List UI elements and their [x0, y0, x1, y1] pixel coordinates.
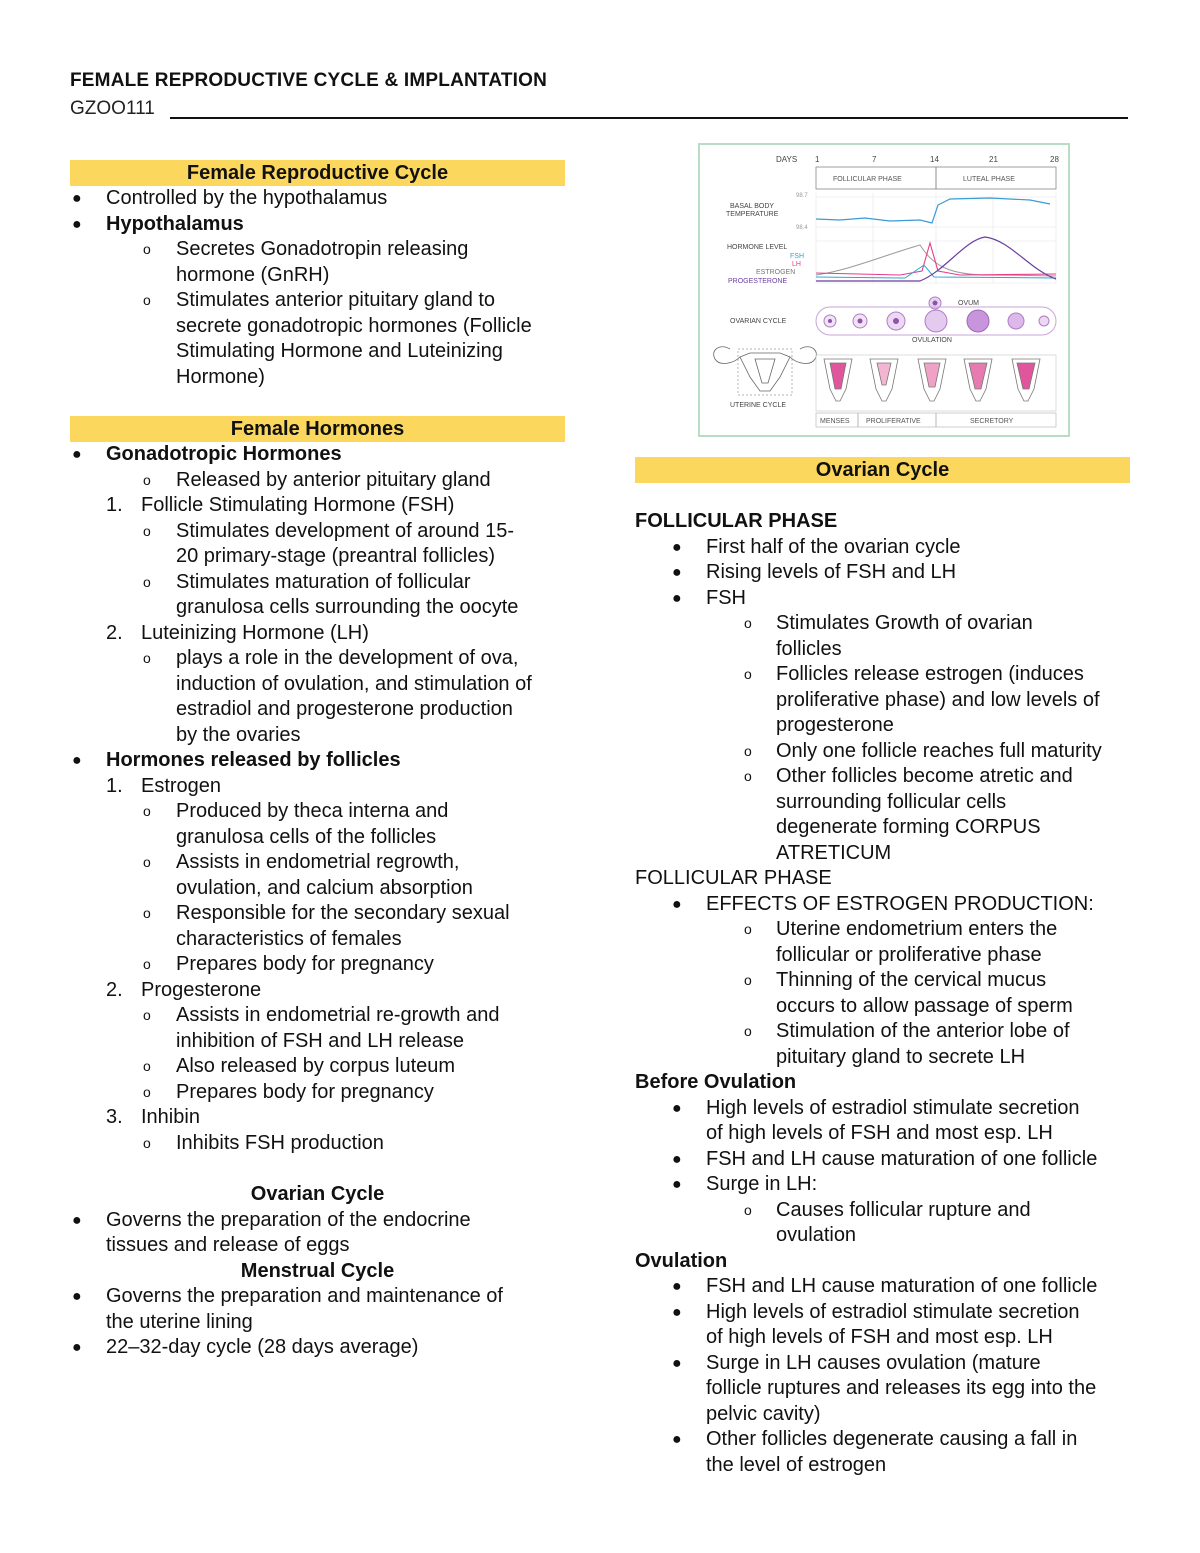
ovulation-label: OVULATION: [912, 337, 952, 344]
bullet-icon: ●: [672, 1431, 682, 1448]
temp-tick-label: 98.4: [796, 225, 808, 231]
bullet-icon: ●: [672, 895, 682, 913]
bullet-item: ● FSH and LH cause maturation of one follicle: [635, 1274, 1130, 1300]
bullet-icon: ●: [672, 1354, 682, 1372]
circle-bullet-icon: o: [143, 573, 151, 590]
bullet-item: ● Hormones released by follicles: [70, 748, 565, 774]
sub-bullet-item: o Released by anterior pituitary gland: [70, 468, 565, 494]
sub-bullet-item: o Stimulation of the anterior lobe of: [635, 1019, 1130, 1045]
lh-legend: LH: [792, 261, 801, 268]
fsh-legend: FSH: [790, 253, 804, 260]
circle-bullet-icon: o: [143, 1134, 151, 1151]
sub-bullet-item: o Causes follicular rupture and: [635, 1198, 1130, 1224]
bullet-icon: ●: [672, 1150, 682, 1168]
circle-bullet-icon: o: [143, 1007, 151, 1023]
secretory-label: SECRETORY: [970, 418, 1014, 425]
numbered-item: 2. Luteinizing Hormone (LH): [106, 621, 369, 644]
circle-bullet-icon: o: [143, 854, 151, 870]
menstrual-cycle-diagram: [698, 143, 1070, 437]
sub-bullet-item: o Prepares body for pregnancy: [70, 1080, 565, 1106]
circle-bullet-icon: o: [143, 956, 151, 972]
temperature-line: [816, 198, 1050, 223]
temp-tick-label: 98.7: [796, 193, 808, 199]
bullet-icon: ●: [672, 1303, 682, 1321]
bullet-item: ● 22–32-day cycle (28 days average): [70, 1335, 565, 1361]
bullet-item: ● FSH: [635, 586, 1130, 612]
bullet-item: ● Surge in LH:: [635, 1172, 1130, 1198]
bullet-icon: ●: [72, 752, 82, 769]
ovulation-heading: Ovulation: [635, 1249, 728, 1272]
circle-bullet-icon: o: [143, 650, 151, 666]
bullet-icon: ●: [72, 215, 82, 233]
sub-bullet-item: o Inhibits FSH production: [70, 1131, 565, 1157]
bullet-icon: ●: [672, 589, 682, 607]
sub-bullet-item: o Also released by corpus luteum: [70, 1054, 565, 1080]
bullet-item: ● High levels of estradiol stimulate secretion: [635, 1096, 1130, 1122]
circle-bullet-icon: o: [143, 471, 151, 488]
bullet-item: ● Other follicles degenerate causing a fall in: [635, 1427, 1130, 1453]
bullet-item: ● Gonadotropic Hormones: [70, 442, 565, 468]
circle-bullet-icon: o: [744, 1201, 752, 1218]
circle-bullet-icon: o: [744, 742, 752, 759]
sub-bullet-item: o Assists in endometrial re-growth and: [70, 1003, 565, 1029]
numbered-item: 1. Estrogen: [106, 774, 222, 797]
follicular-phase-heading: FOLLICULAR PHASE: [635, 510, 838, 532]
numbered-item: 1. Follicle Stimulating Hormone (FSH): [106, 494, 455, 516]
bullet-icon: ●: [672, 538, 682, 556]
circle-bullet-icon: o: [744, 972, 752, 988]
sub-bullet-item: o Produced by theca interna and: [70, 799, 565, 825]
circle-bullet-icon: o: [143, 905, 151, 921]
uterus-stages: [824, 359, 1040, 401]
bullet-item: ● Hypothalamus: [70, 212, 565, 238]
circle-bullet-icon: o: [143, 1058, 151, 1074]
bullet-icon: ●: [672, 564, 682, 581]
uterus-anatomy-icon: [714, 347, 817, 391]
bullet-icon: ●: [72, 1339, 82, 1356]
sub-bullet-item: o Stimulates maturation of follicular: [70, 570, 565, 596]
section-header-ovarian-cycle: Ovarian Cycle: [635, 457, 1130, 483]
hormone-level-label: HORMONE LEVEL: [727, 244, 788, 251]
follicular-phase-label: FOLLICULAR PHASE: [833, 176, 902, 183]
course-code: GZOO111: [70, 98, 155, 119]
bbt-label: BASAL BODY: [730, 203, 775, 210]
bullet-item: ● High levels of estradiol stimulate secretion: [635, 1300, 1130, 1326]
sub-bullet-item: o Stimulates anterior pituitary gland to: [70, 288, 565, 314]
section-header-female-reproductive-cycle: Female Reproductive Cycle: [70, 160, 565, 186]
sub-bullet-item: o Prepares body for pregnancy: [70, 952, 565, 978]
follicular-phase-heading-2: FOLLICULAR PHASE: [635, 867, 832, 889]
bullet-icon: ●: [72, 190, 82, 207]
sub-bullet-item: o Stimulates Growth of ovarian: [635, 611, 1130, 637]
bullet-icon: ●: [672, 1278, 682, 1295]
bullet-item: ● FSH and LH cause maturation of one follicle: [635, 1147, 1130, 1173]
day-tick-label: 21: [989, 155, 998, 164]
left-column: Female Reproductive Cycle ● Controlled by the hypothalamus ● Hypothalamus o Secretes Gonadotropin releasing hormone (GnRH) o Stimulates anterior pituitary gland to secrete gonadotropic hormones (Follicle Stimulating Hormone and Luteinizing Hormone) Female Hormones ● Gonadotropic Hormones o Released by anterior pituitary gland 1. Follicle Stimulating Hormone (FSH) o Stimulates development of around 15- 20 primary-stage (preantral follicles) o Stimulates maturation of follicular granulosa cells surrounding the oocyte 2. Luteinizing Hormone (LH) o plays a role in the development of ova, induction of ovulation, and stimulation of estradiol and progesterone production by the ovaries ● Hormones released by follicles 1. Estrogen o Produced by theca interna and granulosa cells of the follicles o Assists in endometrial regrowth, ovulation, and calcium absorption o Responsible for the secondary sexual characteristics of females o Prepares body for pregnancy 2. Progesterone o Assists in endometrial re-growth and inhibition of FSH and LH release o Also released by corpus luteum o Prepares body for pregnancy 3. Inhibin o Inhibits FSH production Ovarian Cycle ● Governs the preparation of the endocrine tissues and release of eggs Menstrual Cycle ● Governs the preparation and maintenance of the uterine lining ● 22–32-day cycle (28 days average): [70, 160, 565, 1361]
bullet-item: ● Governs the preparation and maintenance of: [70, 1284, 565, 1310]
bbt-label: TEMPERATURE: [726, 211, 779, 218]
sub-bullet-item: o Assists in endometrial regrowth,: [70, 850, 565, 876]
bullet-icon: ●: [672, 1176, 682, 1193]
proliferative-label: PROLIFERATIVE: [866, 418, 921, 425]
bullet-item: ● Controlled by the hypothalamus: [70, 186, 565, 212]
right-column: Ovarian Cycle FOLLICULAR PHASE ● First half of the ovarian cycle ● Rising levels of FSH and LH ● FSH o Stimulates Growth of ovarian follicles o Follicles release estrogen (induces proliferative phase) and low levels of progesterone o Only one follicle reaches full maturity o Other follicles become atretic and surrounding follicular cells degenerate forming CORPUS ATRETICUM FOLLICULAR PHASE ● EFFECTS OF ESTROGEN PRODUCTION: o Uterine endometrium enters the follicular or proliferative phase o Thinning of the cervical mucus occurs to allow passage of sperm o Stimulation of the anterior lobe of pituitary gland to secrete LH Before Ovulation ● High levels of estradiol stimulate secretion of high levels of FSH and most esp. LH ● FSH and LH cause maturation of one follicle ● Surge in LH: o Causes follicular rupture and ovulation Ovulation ● FSH and LH cause maturation of one follicle ● High levels of estradiol stimulate secretion of high levels of FSH and most esp. LH ● Surge in LH causes ovulation (mature follicle ruptures and releases its egg into the pelvic cavity) ● Other follicles degenerate causing a fall in the level of estrogen: [635, 457, 1130, 1478]
sub-bullet-item: o Responsible for the secondary sexual: [70, 901, 565, 927]
circle-bullet-icon: o: [143, 241, 151, 257]
chart-grid: [816, 193, 1056, 283]
day-tick-label: 7: [872, 155, 877, 164]
menses-label: MENSES: [820, 418, 850, 425]
circle-bullet-icon: o: [744, 768, 752, 784]
bullet-icon: ●: [672, 1099, 682, 1117]
menstrual-cycle-subheading: Menstrual Cycle: [240, 1259, 395, 1282]
circle-bullet-icon: o: [143, 522, 151, 539]
sub-bullet-item: o Only one follicle reaches full maturity: [635, 739, 1130, 765]
ovarian-cycle-label: OVARIAN CYCLE: [730, 318, 787, 325]
circle-bullet-icon: o: [744, 921, 752, 937]
estrogen-legend: ESTROGEN: [756, 269, 796, 276]
day-tick-label: 14: [930, 155, 939, 164]
day-tick-label: 28: [1050, 155, 1059, 164]
sub-bullet-item: o Thinning of the cervical mucus: [635, 968, 1130, 994]
bullet-item: ● Surge in LH causes ovulation (mature: [635, 1351, 1130, 1377]
bullet-icon: ●: [72, 446, 82, 463]
bullet-item: ● EFFECTS OF ESTROGEN PRODUCTION:: [635, 892, 1130, 918]
sub-bullet-item: o Other follicles become atretic and: [635, 764, 1130, 790]
day-tick-label: 1: [815, 155, 820, 164]
bullet-item: ● Governs the preparation of the endocrine: [70, 1208, 565, 1234]
progesterone-legend: PROGESTERONE: [728, 278, 788, 285]
circle-bullet-icon: o: [143, 292, 151, 308]
numbered-item: 2. Progesterone: [106, 978, 262, 1001]
ovarian-cycle-subheading: Ovarian Cycle: [250, 1183, 385, 1205]
bullet-icon: ●: [72, 1211, 82, 1229]
before-ovulation-heading: Before Ovulation: [635, 1071, 797, 1093]
anatomy-highlight-box: [738, 349, 792, 395]
uterine-cycle-label: UTERINE CYCLE: [730, 402, 787, 409]
circle-bullet-icon: o: [744, 666, 752, 682]
bullet-item: ● Rising levels of FSH and LH: [635, 560, 1130, 586]
section-header-female-hormones: Female Hormones: [70, 416, 565, 442]
circle-bullet-icon: o: [744, 1023, 752, 1039]
circle-bullet-icon: o: [744, 615, 752, 631]
bullet-icon: ●: [72, 1288, 82, 1305]
title-underline: [170, 117, 1128, 119]
sub-bullet-item: o Secretes Gonadotropin releasing: [70, 237, 565, 263]
circle-bullet-icon: o: [143, 1083, 151, 1100]
sub-bullet-item: o plays a role in the development of ova,: [70, 646, 565, 672]
follicle-stages: [824, 310, 1049, 332]
circle-bullet-icon: o: [143, 803, 151, 819]
ovum-label: OVUM: [958, 300, 979, 307]
bullet-item: ● First half of the ovarian cycle: [635, 535, 1130, 561]
numbered-item: 3. Inhibin: [106, 1106, 200, 1128]
sub-bullet-item: o Uterine endometrium enters the: [635, 917, 1130, 943]
days-label: DAYS: [776, 155, 798, 164]
sub-bullet-item: o Follicles release estrogen (induces: [635, 662, 1130, 688]
sub-bullet-item: o Stimulates development of around 15-: [70, 519, 565, 545]
luteal-phase-label: LUTEAL PHASE: [963, 176, 1015, 183]
document-title: FEMALE REPRODUCTIVE CYCLE & IMPLANTATION: [70, 70, 548, 91]
